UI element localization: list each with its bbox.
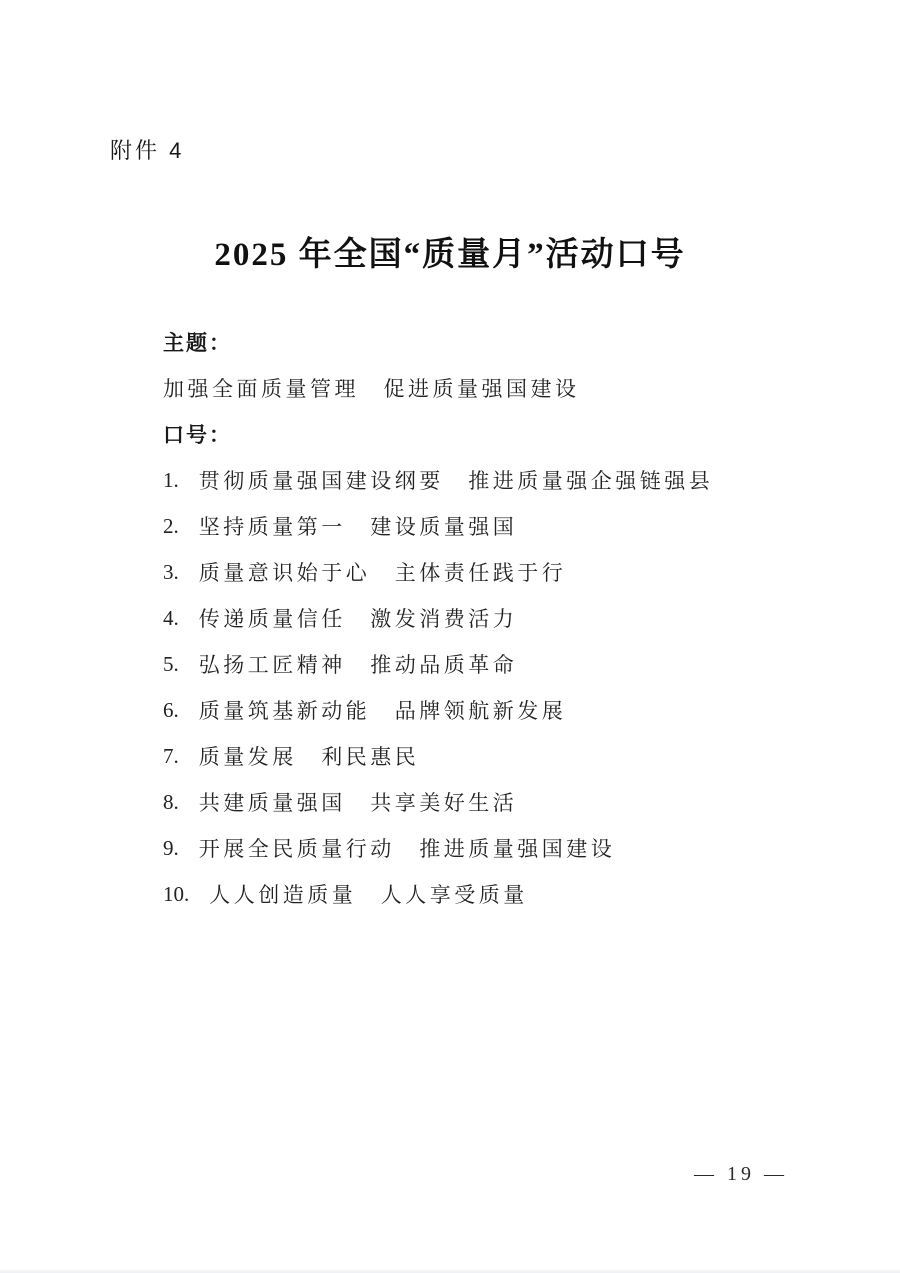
slogan-text: 人人创造质量 人人享受质量 [209,883,528,907]
slogan-item-6 [163,687,830,733]
slogan-item-10 [163,871,830,917]
slogan-number: 2. [163,513,179,538]
slogan-number: 8. [163,789,179,814]
slogan-number: 4. [163,605,179,630]
theme-text-line [163,365,830,411]
slogan-item-4 [163,595,830,641]
document-body [163,319,830,917]
scan-bottom-shadow [0,1268,900,1273]
theme-label-line [163,319,830,365]
slogan-number: 7. [163,743,179,768]
attachment-label: 附件 4 [110,138,185,163]
slogan-item-9 [163,825,830,871]
theme-text: 加强全面质量管理 促进质量强国建设 [163,377,580,401]
slogan-text: 质量发展 利民惠民 [198,745,420,769]
slogan-number: 3. [163,559,179,584]
slogan-number: 9. [163,835,179,860]
slogan-item-2 [163,503,830,549]
slogan-label: 口号： [163,424,232,447]
slogan-text: 坚持质量第一 建设质量强国 [198,515,518,539]
theme-label: 主题： [163,332,232,355]
slogan-text: 共建质量强国 共享美好生活 [198,791,518,815]
slogan-number: 5. [163,651,179,676]
slogan-text: 质量筑基新动能 品牌领航新发展 [198,699,567,723]
slogan-item-3 [163,549,830,595]
slogan-item-8 [163,779,830,825]
slogan-item-5 [163,641,830,687]
slogan-number: 6. [163,697,179,722]
slogan-number: 1. [163,467,179,492]
slogan-text: 弘扬工匠精神 推动品质革命 [198,653,518,677]
slogan-label-line [163,411,830,457]
slogan-item-7 [163,733,830,779]
slogan-item-1 [163,457,830,503]
slogan-text: 贯彻质量强国建设纲要 推进质量强企强链强县 [198,469,714,493]
slogan-text: 质量意识始于心 主体责任践于行 [198,561,567,585]
page-title: 2025 年全国“质量月”活动口号 [214,237,686,273]
slogan-text: 开展全民质量行动 推进质量强国建设 [198,837,616,861]
slogan-text: 传递质量信任 激发消费活力 [198,607,518,631]
slogan-number: 10. [163,881,190,906]
page-number: — 19 — [694,1163,788,1185]
